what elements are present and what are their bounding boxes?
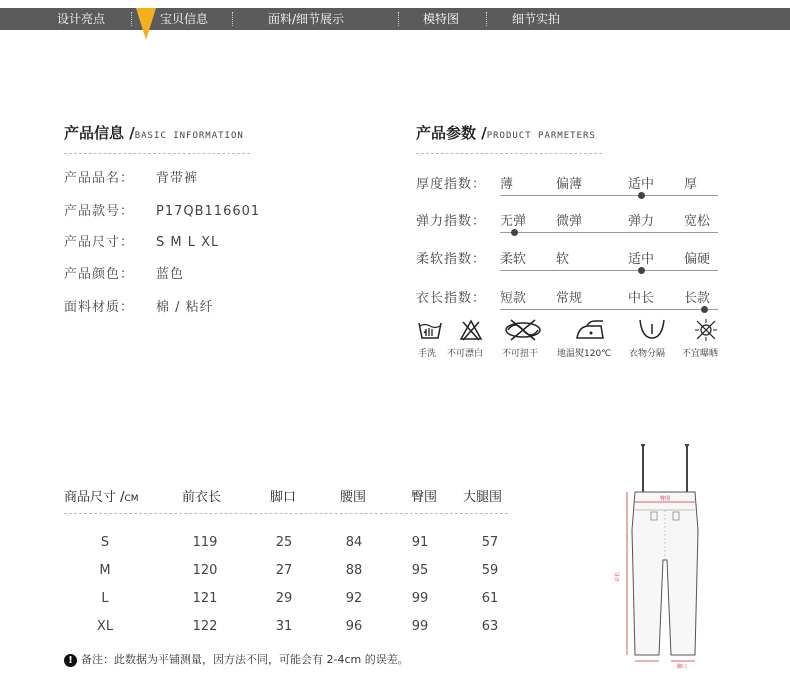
size-col-hem: 脚口 (270, 490, 297, 505)
param-option: 偏硬 (684, 252, 711, 267)
nav-active-pointer (136, 8, 156, 40)
size-value-cell: 122 (192, 619, 218, 634)
care-label-wash-separately: 衣物分隔 (629, 349, 666, 359)
nav-separator (131, 12, 132, 26)
diagram-label-length: 衣长 (615, 571, 621, 582)
care-label-no-bleach: 不可漂白 (447, 349, 484, 359)
product-info-title-en: BASIC INFORMATION (134, 131, 244, 141)
param-option: 软 (556, 252, 570, 267)
param-option: 弹力 (628, 214, 655, 229)
nav-item-model-photos[interactable]: 模特图 (423, 12, 460, 26)
param-scale-line (500, 309, 718, 310)
size-col-thigh: 大腿围 (463, 490, 503, 505)
nav-item-design-highlights[interactable]: 设计亮点 (57, 12, 106, 26)
param-indicator-dot (638, 267, 645, 274)
size-value-cell: 63 (481, 619, 499, 634)
no-wring-icon (503, 318, 543, 342)
care-label-hand-wash: 手洗 (418, 349, 437, 359)
care-label-no-wring: 不可扭干 (502, 349, 539, 359)
product-params-title-en: PRODUCT PARMETERS (486, 131, 596, 141)
size-table-unit: CM (124, 494, 139, 504)
size-value-cell: 57 (481, 535, 499, 550)
info-row-color: 产品颜色： 蓝色 (64, 267, 185, 282)
care-label-iron-low: 地温熨120℃ (557, 349, 612, 359)
size-value-cell: 27 (275, 563, 293, 578)
no-bleach-icon (459, 318, 483, 342)
param-label: 柔软指数： (416, 252, 487, 267)
divider (64, 513, 508, 514)
nav-item-fabric-details[interactable]: 面料/细节展示 (268, 12, 345, 26)
diagram-label-hem: 脚口 (677, 664, 688, 670)
size-value-cell: 121 (192, 591, 218, 606)
size-value-cell: 88 (345, 563, 363, 578)
size-value-cell: 92 (345, 591, 363, 606)
size-value-cell: 95 (411, 563, 429, 578)
param-scale-line (500, 195, 718, 196)
size-value-cell: 31 (275, 619, 293, 634)
size-value-cell: 96 (345, 619, 363, 634)
param-indicator-dot (701, 306, 708, 313)
size-value-cell: 91 (411, 535, 429, 550)
iron-low-icon (573, 318, 607, 342)
param-option: 微弹 (556, 214, 583, 229)
info-row-material: 面料材质： 棉 / 粘纤 (64, 300, 214, 315)
param-option: 柔软 (500, 252, 527, 267)
size-value-cell: 25 (275, 535, 293, 550)
param-label: 厚度指数： (416, 177, 487, 192)
size-value-cell: 99 (411, 619, 429, 634)
size-col-front-length: 前衣长 (182, 490, 222, 505)
divider (416, 153, 602, 154)
param-scale-line (500, 270, 718, 271)
care-label-no-sun: 不宜曝晒 (682, 349, 719, 359)
param-label: 衣长指数： (416, 291, 487, 306)
wash-separately-icon (637, 318, 667, 342)
param-option: 偏薄 (556, 177, 583, 192)
param-indicator-dot (638, 192, 645, 199)
param-label: 弹力指数： (416, 214, 487, 229)
size-value-cell: 59 (481, 563, 499, 578)
param-option: 短款 (500, 291, 527, 306)
no-sun-icon (694, 318, 718, 342)
size-value-cell: 84 (345, 535, 363, 550)
decorative-chain-border (0, 0, 790, 8)
info-row-size: 产品尺寸： S M L XL (64, 235, 220, 250)
overalls-diagram (605, 440, 725, 670)
nav-separator (398, 12, 399, 26)
param-indicator-dot (511, 229, 518, 236)
size-label-cell: M (99, 563, 111, 578)
info-row-name: 产品品名： 背带裤 (64, 171, 199, 186)
warning-icon: ! (64, 654, 77, 667)
product-params-title (416, 122, 596, 143)
param-option: 薄 (500, 177, 514, 192)
nav-separator (486, 12, 487, 26)
hand-wash-icon (417, 318, 443, 342)
nav-separator (232, 12, 233, 26)
size-value-cell: 120 (192, 563, 218, 578)
size-label-cell: S (100, 535, 110, 550)
product-info-title-text: 产品信息 / (64, 124, 135, 142)
info-row-style-no: 产品款号： P17QB116601 (64, 204, 261, 219)
param-option: 厚 (684, 177, 698, 192)
size-col-waist: 腰围 (340, 490, 367, 505)
param-option: 无弹 (500, 214, 527, 229)
size-value-cell: 119 (192, 535, 218, 550)
size-value-cell: 29 (275, 591, 293, 606)
top-nav-bar (0, 8, 790, 30)
nav-item-product-info[interactable]: 宝贝信息 (160, 12, 209, 26)
param-option: 适中 (628, 177, 655, 192)
size-col-hip: 臀围 (411, 490, 438, 505)
param-option: 宽松 (684, 214, 711, 229)
size-value-cell: 61 (481, 591, 499, 606)
nav-item-detail-shots[interactable]: 细节实拍 (512, 12, 561, 26)
size-label-cell: L (101, 591, 109, 606)
diagram-label-hip: 臀围 (660, 496, 671, 502)
param-option: 适中 (628, 252, 655, 267)
param-option: 长款 (684, 291, 711, 306)
size-table-title: 商品尺寸 /CM (64, 490, 139, 505)
divider (64, 153, 250, 154)
param-scale-line (500, 232, 718, 233)
measurement-note (64, 651, 409, 667)
size-value-cell: 99 (411, 591, 429, 606)
note-text: 备注：此数据为平铺测量，因方法不同，可能会有 2-4cm 的误差。 (81, 653, 409, 666)
size-label-cell: XL (96, 619, 114, 634)
param-option: 中长 (628, 291, 655, 306)
param-option: 常规 (556, 291, 583, 306)
product-info-title (64, 122, 244, 143)
product-params-title-text: 产品参数 / (416, 124, 487, 142)
